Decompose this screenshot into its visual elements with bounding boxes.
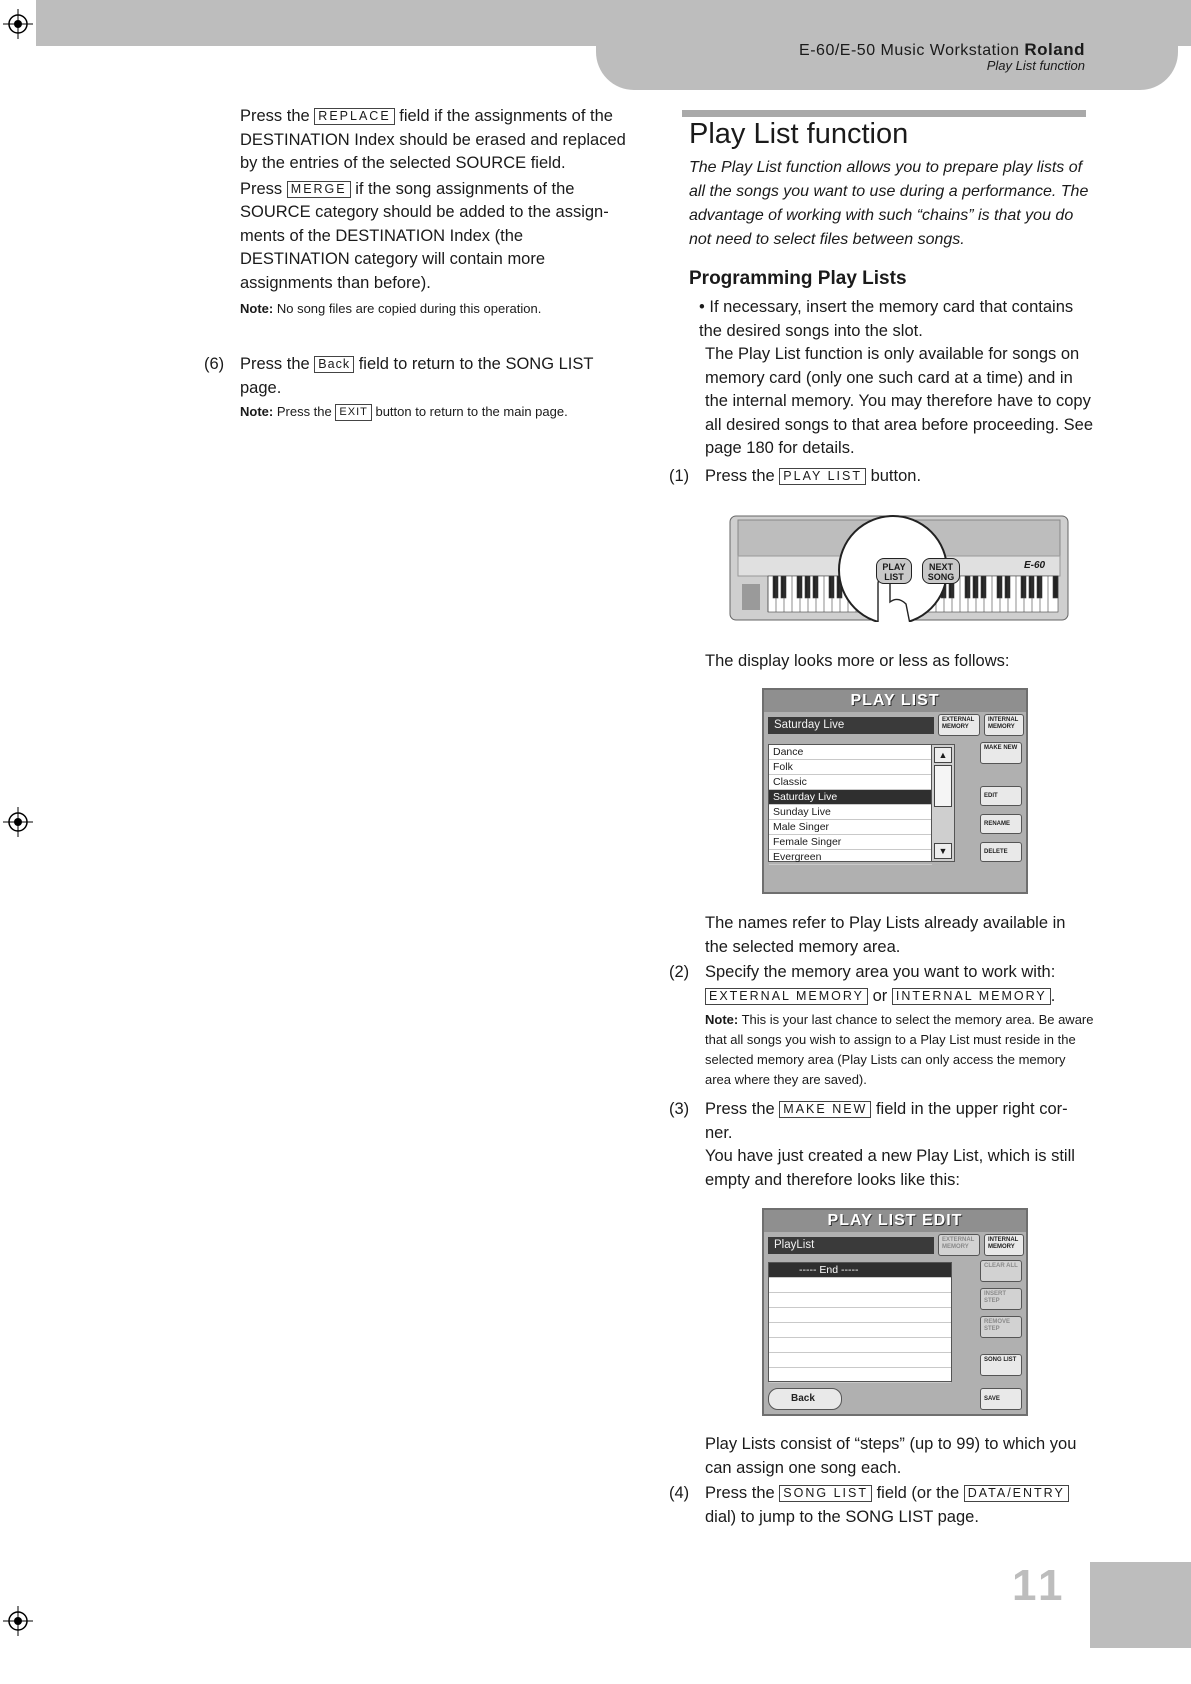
registration-mark-icon [3,1606,33,1636]
text: Press the [240,107,310,125]
right-column [669,296,1095,488]
note-label: Note: [240,404,274,419]
black-key [813,576,818,598]
scroll-up-icon[interactable]: ▲ [934,747,952,763]
screen-title: PLAY LIST EDIT [764,1210,1026,1232]
black-key [1053,576,1058,598]
step-6 [204,353,630,422]
data-entry-key: DATA/ENTRY [964,1485,1069,1502]
list-item[interactable]: Male Singer [769,820,932,835]
black-key [805,576,810,598]
step-3-continuation: You have just created a new Play List, which is still empty and therefore looks like this: [705,1147,1075,1189]
replace-paragraph [240,105,630,176]
back-key: Back [314,356,354,373]
song-list-key: SONG LIST [779,1485,872,1502]
empty-row [769,1368,951,1383]
remove-step-button[interactable]: REMOVE STEP [980,1316,1022,1338]
list-item[interactable]: Female Singer [769,835,932,850]
header-model: E-60/E-50 Music Workstation [799,42,1020,59]
rename-button[interactable]: RENAME [980,814,1022,834]
note-no-copy [240,299,630,319]
text: field if the assignments of the DESTINATION Index should be erased and replaced by the entries of the selected SOURCE field. [240,107,626,172]
text: Press the [240,355,310,373]
black-key [981,576,986,598]
text: field (or the [876,1484,960,1502]
page-number-part: 11 [1012,1561,1067,1610]
text: field in the upper right cor-ner. [705,1100,1068,1142]
external-memory-button[interactable]: EXTERNAL MEMORY [938,714,980,736]
external-memory-button[interactable]: EXTERNAL MEMORY [938,1234,980,1256]
exit-key: EXIT [335,404,371,421]
black-key [965,576,970,598]
play-list-screen [762,688,1028,894]
list-item[interactable]: Sunday Live [769,805,932,820]
internal-memory-button[interactable]: INTERNAL MEMORY [984,714,1024,736]
black-key [1021,576,1026,598]
scroll-thumb[interactable] [934,765,952,807]
black-key [781,576,786,598]
text: Press the [705,1484,775,1502]
note-exit [240,402,630,422]
make-new-button[interactable]: MAKE NEW [980,742,1022,764]
registration-mark-icon [3,9,33,39]
names-paragraph: The names refer to Play Lists already available in the selected memory area. [705,914,1066,956]
steps-list [768,1262,952,1382]
step-number: (3) [669,1100,690,1118]
section-intro: The Play List function allows you to prepare play lists of all the songs you want to use during a performance. The advantage of working with such “chains” is that you do not need to select files between songs. [689,159,1089,248]
subheading: Programming Play Lists [689,268,907,289]
insert-step-button[interactable]: INSERT STEP [980,1288,1022,1310]
header-title [799,40,1085,60]
make-new-key: MAKE NEW [779,1101,871,1118]
play-list-edit-screen [762,1208,1028,1416]
step-number: (6) [204,355,225,373]
step-number: (4) [669,1484,690,1502]
play-list-key: PLAY LIST [779,468,866,485]
text: button. [870,466,922,485]
black-key [1037,576,1042,598]
page-number-part: 5 [1066,1561,1095,1610]
list-item[interactable]: Dance [769,745,932,760]
end-row[interactable]: ----- End ----- [769,1263,951,1278]
black-key [797,576,802,598]
list-item[interactable]: Folk [769,760,932,775]
merge-paragraph [240,178,630,296]
page-number [1012,1561,1095,1611]
step-1 [669,465,1095,489]
empty-row [769,1323,951,1338]
replace-key: REPLACE [314,108,394,125]
black-key [973,576,978,598]
delete-button[interactable]: DELETE [980,842,1022,862]
internal-memory-key: INTERNAL MEMORY [892,988,1051,1005]
edit-button[interactable]: EDIT [980,786,1022,806]
empty-row [769,1278,951,1293]
text: or [872,986,888,1005]
text: No song files are copied during this operation. [276,301,542,316]
text: • If necessary, insert the memory card that contains the desired songs into the slot. [699,298,1074,340]
play-list-list [768,744,955,862]
play-list-button[interactable]: PLAY LIST [876,558,912,584]
external-memory-key: EXTERNAL MEMORY [705,988,868,1005]
text: This is your last chance to select the memory area. Be aware that all songs you wish to assign to a Play List must reside in the selected memory area (Play Lists can only access the memory area where they are saved). [705,1012,1094,1087]
step-4 [669,1482,1095,1529]
screen-title: PLAY LIST [764,690,1026,712]
black-key [997,576,1002,598]
text: field to return to the SONG LIST page. [240,355,594,397]
save-button[interactable]: SAVE [980,1388,1022,1410]
note-label: Note: [705,1012,739,1027]
step-number: (2) [669,963,690,981]
left-column [204,105,630,422]
page-number-box [1090,1562,1191,1648]
empty-row [769,1308,951,1323]
empty-row [769,1338,951,1353]
section-title: Play List function [689,118,909,150]
text: Press the [705,1100,775,1118]
text: Press [240,179,283,198]
note-label: Note: [240,301,274,316]
text: Press the [276,404,332,419]
scroll-down-icon[interactable]: ▼ [934,843,952,859]
steps-paragraph: Play Lists consist of “steps” (up to 99) to which you can assign one song each. [705,1435,1077,1477]
black-key [773,576,778,598]
internal-memory-button[interactable]: INTERNAL MEMORY [984,1234,1024,1256]
song-list-button[interactable]: SONG LIST [980,1354,1022,1376]
step-3 [669,1098,1095,1192]
header-section: Play List function [986,58,1085,73]
section-rule [682,110,1086,117]
header-brand-logo: Roland [1024,40,1085,59]
merge-key: MERGE [287,181,351,198]
empty-row [769,1353,951,1368]
text: button to return to the main page. [375,404,568,419]
play-list-name-field[interactable]: Saturday Live [768,717,934,734]
list-item[interactable]: Saturday Live [769,790,932,805]
empty-row [769,1293,951,1308]
black-key [1029,576,1034,598]
next-song-button[interactable]: NEXT SONG [922,558,960,584]
text: if the song assignments of the SOURCE category should be added to the assign-ments of the DESTINATION Index (the DESTINATION category will contain more assignments than before). [240,179,609,292]
black-key [829,576,834,598]
text: Press the [705,466,775,485]
back-button[interactable]: Back [768,1388,842,1410]
scrollbar[interactable] [931,745,954,861]
display-intro: The display looks more or less as follows: [705,652,1010,670]
text: dial) to jump to the SONG LIST page. [705,1507,979,1526]
bullet-continuation: The Play List function is only available for songs on memory card (only one such card at a time) and in the internal memory. You may therefore have to copy all desired songs to that area before proceeding. See page 180 for details. [705,345,1094,457]
text: Specify the memory area you want to work with: [705,963,1056,981]
list-item[interactable]: Classic [769,775,932,790]
clear-all-button[interactable]: CLEAR ALL [980,1260,1022,1282]
step-2: (2) Specify the memory area you want to work with: EXTERNAL MEMORY or INTERNAL MEMORY . Note: This is your last chance to select the memory area. Be aware that all songs you wish to assign to a Play List must reside in the selected memory area (Play Lists can only access the memory area where they are saved). [705,961,1095,1090]
bullet-paragraph [699,296,1089,343]
list-item[interactable]: Evergreen [769,850,932,865]
play-list-name-field[interactable]: PlayList [768,1237,934,1254]
note-memory-area [705,1010,1095,1090]
black-key [1005,576,1010,598]
registration-mark-icon [3,807,33,837]
step-number: (1) [669,466,690,485]
keyboard-model-logo: E-60 [1024,560,1046,571]
keyboard-illustration [728,512,1070,622]
